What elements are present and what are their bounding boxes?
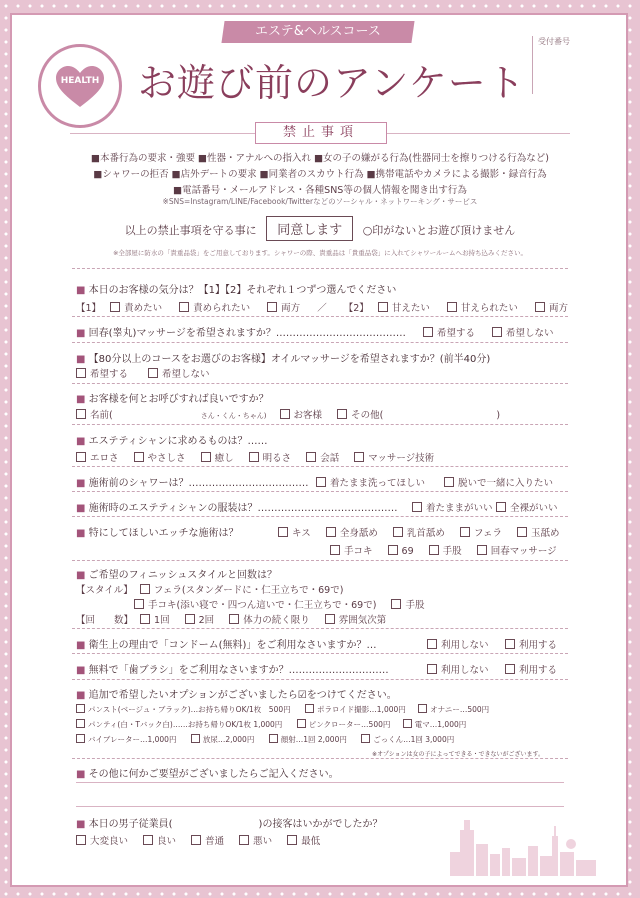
checkbox[interactable] [185, 614, 195, 624]
checkbox[interactable] [361, 734, 370, 743]
service-row-1: キス 全身舐め 乳首舐め フェラ 玉舐め [278, 525, 560, 539]
option-row-1: パンスト(ベージュ・ブラック)…お持ち帰りOK/1枚 500円 ポラロイド撮影…1,000円 オナニー…500円 [76, 704, 489, 715]
option[interactable]: 全裸がいい [496, 500, 558, 514]
valuables-note: ※全部屋に防水の「貴重品袋」をご用意しております。シャワーの際、貴重品は「貴重品袋」に入れてシャワールームへお持ち込みください。 [112, 249, 528, 257]
section-divider [72, 316, 568, 317]
checkbox[interactable] [447, 302, 457, 312]
agree-box[interactable]: 同意します [266, 216, 353, 241]
checkbox[interactable] [287, 835, 297, 845]
section-divider [72, 628, 568, 629]
checkbox[interactable] [179, 302, 189, 312]
checkbox[interactable] [201, 452, 211, 462]
checkbox[interactable] [140, 614, 150, 624]
checkbox[interactable] [280, 409, 290, 419]
question-expectation: ■ エステティシャンに求めるものは？…… [76, 436, 268, 447]
checkbox[interactable] [140, 584, 150, 594]
checkbox[interactable] [393, 527, 403, 537]
checkbox[interactable] [76, 734, 85, 743]
checkbox[interactable] [429, 545, 439, 555]
checkbox[interactable] [330, 545, 340, 555]
checkbox[interactable] [191, 734, 200, 743]
option[interactable]: 着たまま洗ってほしい [316, 475, 425, 489]
question-staff: ■ 本日の男子従業員( )の接客はいかがでしたか？ [76, 819, 383, 830]
rule-line-3: ■電話番号・メールアドレス・各種SNS等の個人情報を聞き出す行為 [173, 185, 467, 196]
checkbox[interactable] [517, 527, 527, 537]
section-divider [72, 758, 568, 759]
section-divider [72, 560, 568, 561]
checkbox[interactable] [378, 302, 388, 312]
question-shower: ■ 施術前のシャワーは？……………………………… [76, 478, 309, 489]
rule-line-2: ■シャワーの拒否 ■店外デートの要求 ■同業者のスカウト行為 ■携帯電話やカメラによる撮影・録音行為 [93, 169, 547, 180]
checkbox[interactable] [134, 452, 144, 462]
question-service: ■ 特にしてほしいエッチな施術は？ [76, 528, 239, 539]
section-divider [72, 383, 568, 384]
agreement-row [0, 216, 640, 241]
option[interactable]: 脱いで一緒に入りたい [444, 475, 553, 489]
question-kaishun: ■ 回春(睾丸)マッサージを希望されますか？………………………………… [76, 328, 406, 339]
checkbox[interactable] [306, 452, 316, 462]
mood-row: 【1】 責めたい 責められたい 両方 ／ 【2】 甘えたい 甘えられたい 両方 [76, 303, 568, 314]
option[interactable]: 利用する [505, 637, 557, 651]
agree-after: ○印がないとお遊び頂けません [362, 224, 516, 237]
section-divider [72, 424, 568, 425]
finish-style-row-2: 手コキ(添い寝で・四つん這いで・仁王立ちで・69で) 手股 [134, 597, 424, 611]
question-call-name: ■ お客様を何とお呼びすれば良いですか？ [76, 394, 269, 405]
finish-count-row: 【回 数】 1回 2回 体力の続く限り 雰囲気次第 [76, 615, 387, 626]
agree-before: 以上の禁止事項を守る事に [124, 224, 257, 237]
checkbox[interactable] [305, 704, 314, 713]
city-skyline-illustration [448, 816, 598, 876]
section-divider [72, 653, 568, 654]
course-tag: エステ&ヘルスコース [221, 21, 414, 43]
write-in-line[interactable] [76, 782, 564, 783]
question-outfit: ■ 施術時のエステティシャンの服装は？…………………………………… [76, 503, 398, 514]
rule-line-1: ■本番行為の要求・強要 ■性器・アナルへの指入れ ■女の子の嫌がる行為(性器同士を擦りつける行為など) [91, 153, 549, 164]
question-requests: ■ その他に何かご要望がございましたらご記入ください。 [76, 769, 339, 780]
option[interactable]: 希望しない [148, 366, 210, 380]
checkbox[interactable] [76, 409, 86, 419]
page-title: お遊び前のアンケート [138, 61, 526, 105]
finish-style-row-1: 【スタイル】 フェラ(スタンダードに・仁王立ちで・69で) [76, 585, 344, 596]
checkbox[interactable] [249, 452, 259, 462]
checkbox[interactable] [391, 599, 401, 609]
option-row-2: パンティ(白・Tバック白)……お持ち帰りOK/1枚 1,000円 ピンクローター…500円 電マ…1,000円 [76, 719, 466, 730]
option[interactable]: 着たままがいい [412, 500, 493, 514]
health-logo [38, 44, 122, 128]
sns-note: ※SNS=Instagram/LINE/Facebook/Twitterなどのソーシャル・ネットワーキング・サービス [162, 197, 478, 206]
checkbox[interactable] [239, 835, 249, 845]
checkbox[interactable] [134, 599, 144, 609]
question-options: ■ 追加で希望したいオプションがございましたら☑をつけてください。 [76, 690, 397, 701]
checkbox[interactable] [269, 734, 278, 743]
checkbox[interactable] [229, 614, 239, 624]
options-note: ※オプションは女の子によってできる・できないがございます。 [372, 751, 545, 758]
checkbox[interactable] [354, 452, 364, 462]
heart-icon [54, 65, 106, 109]
checkbox[interactable] [76, 452, 86, 462]
section-divider [72, 268, 568, 269]
checkbox[interactable] [535, 302, 545, 312]
question-mood: ■ 本日のお客様の気分は？【1】【2】それぞれ１つずつ選んでください [76, 285, 397, 296]
checkbox[interactable] [337, 409, 347, 419]
name-row: 名前( さん・くん・ちゃん) お客様 その他( ) [76, 407, 500, 421]
reception-number-field[interactable]: 受付番号 [532, 36, 570, 94]
checkbox[interactable] [76, 719, 85, 728]
prohibited-heading: 禁止事項 [255, 122, 387, 144]
option[interactable]: 希望する [76, 366, 128, 380]
option[interactable]: 希望しない [492, 325, 554, 339]
checkbox[interactable] [388, 545, 398, 555]
checkbox[interactable] [477, 545, 487, 555]
write-in-line[interactable] [76, 806, 564, 807]
checkbox[interactable] [143, 835, 153, 845]
question-oil: ■ 【80分以上のコースをお選びのお客様】オイルマッサージを希望されますか？(前半40分) [76, 354, 491, 365]
expectation-row: エロさ やさしさ 癒し 明るさ 会話 マッサージ技術 [76, 450, 434, 464]
option[interactable]: 利用する [505, 662, 557, 676]
question-toothbrush: ■ 無料で「歯ブラシ」をご利用なさいますか？………………………… [76, 665, 389, 676]
checkbox[interactable] [191, 835, 201, 845]
option[interactable]: 希望する [423, 325, 475, 339]
checkbox[interactable] [76, 835, 86, 845]
section-divider [72, 679, 568, 680]
option-row-3: バイブレーター…1,000円 放尿…2,000円 顔射…1回 2,000円 ごっくん…1回 3,000円 [76, 734, 454, 745]
section-divider [72, 516, 568, 517]
option[interactable]: 利用しない [427, 637, 489, 651]
option[interactable]: 利用しない [427, 662, 489, 676]
staff-rating-row: 大変良い 良い 普通 悪い 最低 [76, 833, 320, 847]
checkbox[interactable] [418, 704, 427, 713]
checkbox[interactable] [76, 704, 85, 713]
checkbox[interactable] [326, 527, 336, 537]
checkbox[interactable] [110, 302, 120, 312]
checkbox[interactable] [403, 719, 412, 728]
checkbox[interactable] [297, 719, 306, 728]
checkbox[interactable] [325, 614, 335, 624]
section-divider [72, 491, 568, 492]
section-divider [72, 342, 568, 343]
question-condom: ■ 衛生上の理由で「コンドーム(無料)」をご利用なさいますか？… [76, 640, 377, 651]
checkbox[interactable] [460, 527, 470, 537]
checkbox[interactable] [278, 527, 288, 537]
section-divider [72, 466, 568, 467]
question-finish: ■ ご希望のフィニッシュスタイルと回数は？ [76, 570, 278, 581]
logo-text: HEALTH [60, 76, 100, 86]
checkbox[interactable] [267, 302, 277, 312]
service-row-2: 手コキ 69 手股 回春マッサージ [330, 543, 557, 557]
